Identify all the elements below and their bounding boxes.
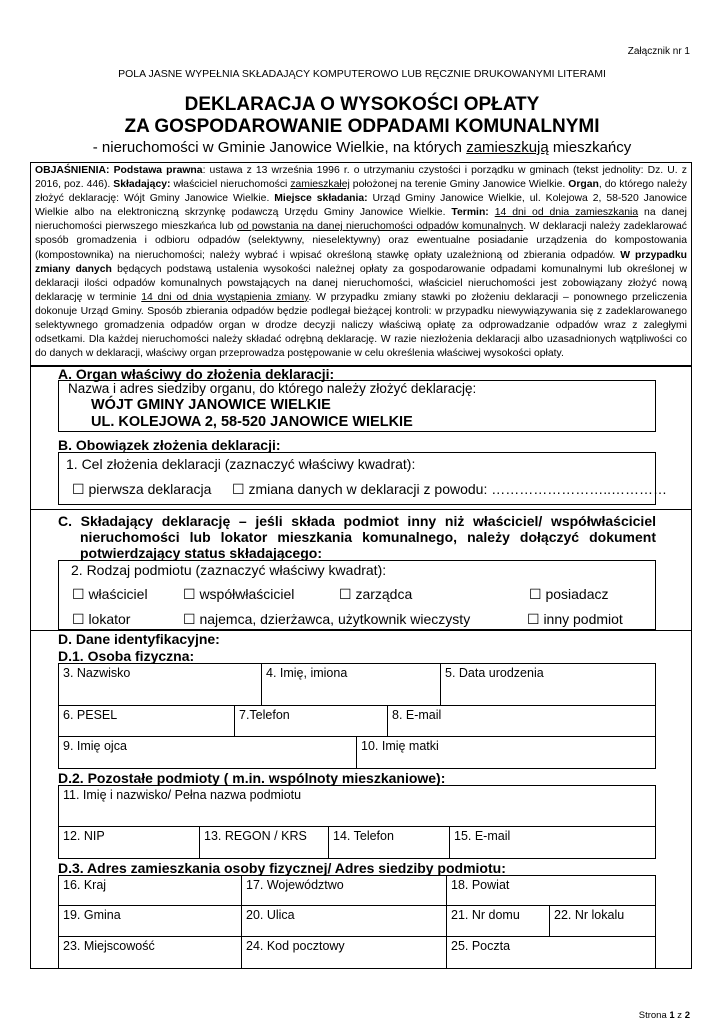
field-birth-date[interactable]: 5. Data urodzenia	[440, 663, 656, 706]
section-d-header: D. Dane identyfikacyjne:	[58, 631, 220, 647]
checkbox-other-entity[interactable]: ☐ inny podmiot	[527, 611, 623, 627]
field-entity-phone[interactable]: 14. Telefon	[328, 826, 450, 859]
field-county[interactable]: 18. Powiat	[446, 875, 656, 906]
title-line-3: - nieruchomości w Gminie Janowice Wielkie, na których zamieszkują mieszkańcy	[92, 139, 632, 156]
field-nip[interactable]: 12. NIP	[58, 826, 200, 859]
annex-label: Załącznik nr 1	[627, 46, 690, 57]
section-c-header-3: potwierdzający status składającego:	[80, 545, 322, 561]
entity-type-label: 2. Rodzaj podmiotu (zaznaczyć właściwy kwadrat):	[71, 562, 387, 578]
field-email[interactable]: 8. E-mail	[387, 705, 656, 737]
title-line-2: ZA GOSPODAROWANIE ODPADAMI KOMUNALNYMI	[124, 116, 600, 137]
field-country[interactable]: 16. Kraj	[58, 875, 242, 906]
field-regon-krs[interactable]: 13. REGON / KRS	[199, 826, 329, 859]
section-d2-header: D.2. Pozostałe podmioty ( m.in. wspólnoty mieszkaniowe):	[58, 770, 446, 786]
field-father-name[interactable]: 9. Imię ojca	[58, 736, 357, 769]
checkbox-owner[interactable]: ☐ właściciel	[72, 586, 148, 602]
title-line-1: DEKLARACJA O WYSOKOŚCI OPŁATY	[184, 94, 540, 115]
field-voivodeship[interactable]: 17. Województwo	[241, 875, 447, 906]
field-first-names[interactable]: 4. Imię, imiona	[261, 663, 441, 706]
organ-name: WÓJT GMINY JANOWICE WIELKIE	[91, 397, 331, 413]
field-house-number[interactable]: 21. Nr domu	[446, 905, 550, 937]
organ-address: UL. KOLEJOWA 2, 58-520 JANOWICE WIELKIE	[91, 414, 413, 430]
declaration-purpose-label: 1. Cel złożenia deklaracji (zaznaczyć właściwy kwadrat):	[66, 456, 416, 472]
field-commune[interactable]: 19. Gmina	[58, 905, 242, 937]
divider-b-c	[30, 509, 692, 510]
checkbox-co-owner[interactable]: ☐ współwłaściciel	[183, 586, 295, 602]
checkbox-manager[interactable]: ☐ zarządca	[339, 586, 413, 602]
field-postal-code[interactable]: 24. Kod pocztowy	[241, 936, 447, 969]
field-surname[interactable]: 3. Nazwisko	[58, 663, 262, 706]
fill-instruction: POLA JASNE WYPEŁNIA SKŁADAJĄCY KOMPUTEROWO LUB RĘCZNIE DRUKOWANYMI LITERAMI	[118, 68, 606, 80]
checkbox-possessor[interactable]: ☐ posiadacz	[529, 586, 609, 602]
section-a-header: A. Organ właściwy do złożenia deklaracji:	[58, 366, 335, 382]
section-c-header-2: nieruchomości lub lokator mieszkania komunalnego, należy dołączyć dokument	[80, 529, 656, 545]
field-phone[interactable]: 7.Telefon	[234, 705, 388, 737]
section-d3-header: D.3. Adres zamieszkania osoby fizycznej/ Adres siedziby podmiotu:	[58, 860, 506, 876]
field-post-office[interactable]: 25. Poczta	[446, 936, 656, 969]
section-d1-header: D.1. Osoba fizyczna:	[58, 648, 195, 664]
field-entity-name[interactable]: 11. Imię i nazwisko/ Pełna nazwa podmiotu	[58, 785, 656, 827]
field-mother-name[interactable]: 10. Imię matki	[356, 736, 656, 769]
section-c-header-1: C. Składający deklarację – jeśli składa podmiot inny niż właściciel/ współwłaściciel	[58, 513, 656, 529]
field-apartment-number[interactable]: 22. Nr lokalu	[549, 905, 656, 937]
field-locality[interactable]: 23. Miejscowość	[58, 936, 242, 969]
checkbox-first-declaration[interactable]: ☐ pierwsza deklaracja	[72, 481, 212, 497]
field-pesel[interactable]: 6. PESEL	[58, 705, 235, 737]
checkbox-tenant[interactable]: ☐ lokator	[72, 611, 131, 627]
page-number: Strona 1 z 2	[638, 1010, 690, 1021]
explanations-text: OBJAŚNIENIA: Podstawa prawna: ustawa z 13 września 1996 r. o utrzymaniu czystości i porządku w gminach (tekst jednolity: Dz. U. z 2016, poz. 446). Składający: właściciel nieruchomości zamieszkałej położonej na terenie Gminy Janowice Wielkie. Organ, do którego należy złożyć deklarację: Wójt Gminy Janowice Wielkie. Miejsce składania: Urząd Gminy Janowice Wielkie, ul. Kolejowa 2, 58-520 Janowice Wielkie albo na elektroniczną skrzynkę podawczą Urzędu Gminy Janowice Wielkie. Termin: 14 dni od dnia zamieszkania na danej nieruchomości pierwszego mieszkańca lub od powstania na danej nieruchomości odpadów komunalnych. W deklaracji należy zadeklarować sposób gromadzenia i odbioru odpadów (selektywny, nieselektywny) oraz ewentualne posiadanie urządzenia do kompostowania (kompostownika) na nieruchomości; należy wybrać i wpisać określoną stawkę opłaty uzależnioną od zbierania odpadów. W przypadku zmiany danych będących podstawą ustalenia wysokości należnej opłaty za gospodarowanie odpadami komunalnymi lub określonej w deklaracji ilości odpadów komunalnych powstających na danej nieruchomości, właściciel nieruchomości jest zobowiązany złożyć nową deklarację w terminie 14 dni od dnia wystąpienia zmiany. W przypadku zmiany stawki po złożeniu deklaracji – ponownego przeliczenia dokonuje Urząd Gminy. Sposób zbierania odpadów będzie podlegał bieżącej kontroli: w przypadku niewywiązywania się z zadeklarowanego selektywnego gromadzenia odpadów organ w drodze decyzji naliczy właściwą opłatę za odprowadzanie odpadów wraz z zaległymi odsetkami. Dla każdej nieruchomości należy składać odrębną deklarację. W razie niezłożenia deklaracji albo uzasadnionych wątpliwości co do danych w deklaracji, właściwy organ przeprowadza postępowanie w celu określenia właściwej wysokości opłaty.	[35, 165, 688, 360]
checkbox-lessee[interactable]: ☐ najemca, dzierżawca, użytkownik wieczysty	[183, 611, 471, 627]
checkbox-data-change[interactable]: ☐ zmiana danych w deklaracji z powodu: ……………………..…………	[232, 481, 668, 497]
section-b-header: B. Obowiązek złożenia deklaracji:	[58, 437, 281, 453]
field-entity-email[interactable]: 15. E-mail	[449, 826, 656, 859]
field-street[interactable]: 20. Ulica	[241, 905, 447, 937]
organ-label: Nazwa i adres siedziby organu, do którego należy złożyć deklarację:	[68, 381, 477, 396]
